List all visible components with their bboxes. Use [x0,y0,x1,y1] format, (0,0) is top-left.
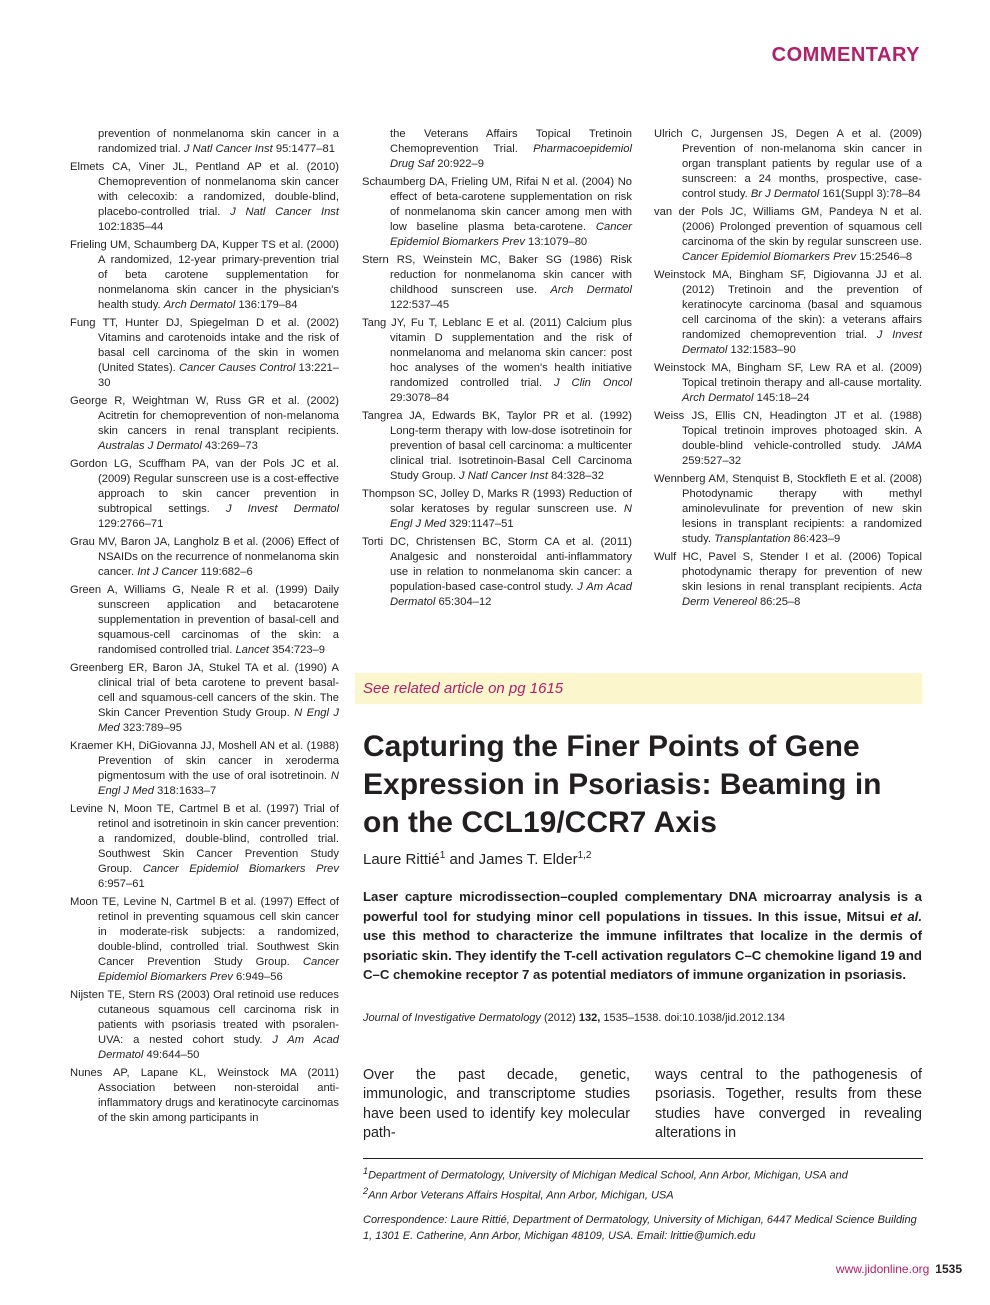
ref-authors: Greenberg ER, Baron JA, Stukel TA et al. (1990) [70,662,327,674]
ref-authors: Wennberg AM, Stenquist B, Stockfleth E et al. (2008) [654,473,922,485]
ref-journal: Cancer Epidemiol Biomarkers Prev [142,863,340,875]
ref-authors: van der Pols JC, Williams GM, Pandeya N et al. (2006) [654,206,922,233]
reference-entry [70,739,339,799]
ref-journal: J Invest Dermatol [682,329,922,356]
author-affiliation: 1,2 [577,850,592,861]
ref-journal: Arch Dermatol [682,392,754,404]
ref-cite: 65:304–12 [438,596,492,608]
correspondence: Correspondence: Laure Rittié, Department of Dermatology, University of Michigan, 6447 Medical Science Building 1, 1301 E. Catherine, Ann Arbor, Michigan 48109, USA. Email: lrittie@umich.edu [363,1214,917,1242]
ref-title: Prevention of non-melanoma skin cancer in organ transplant patients by regular use of a sunscreen: a 24 months, prospective, case-control study. [682,143,922,200]
ref-authors: Fung TT, Hunter DJ, Spiegelman D et al. (2002) [70,317,339,329]
reference-entry [70,661,339,736]
ref-title: Association between non-steroidal anti-inflammatory drugs and keratinocyte carcinomas of the skin among participants in [98,1082,339,1124]
ref-journal: Arch Dermatol [550,284,632,296]
ref-cite: 318:1633–7 [157,785,217,797]
ref-title: Effect of retinol in preventing squamous cell skin cancer in moderate-risk subjects: a randomized, double-blind, controlled trial. Southwest Skin Cancer Prevention Study Group. [98,896,340,968]
reference-entry [654,409,922,469]
ref-cite: 86:423–9 [793,533,841,545]
reference-entry [70,160,339,235]
ref-journal: N Engl J Med [98,707,340,734]
ref-journal: Cancer Epidemiol Biomarkers Prev [682,251,857,263]
ref-authors: Ulrich C, Jurgensen JS, Degen A et al. (2009) [654,128,922,140]
ref-authors: Kraemer KH, DiGiovanna JJ, Moshell AN et al. (1988) [70,740,339,752]
ref-title: Calcium plus vitamin D supplementation and the risk of nonmelanoma and melanoma skin cancer: post hoc analyses of the women's health initiative randomized controlled trial. [390,317,633,389]
reference-entry [654,472,922,547]
reference-entry [362,535,632,610]
article-title: Capturing the Finer Points of Gene Expression in Psoriasis: Beaming in on the CCL19/CCR7 Axis [363,730,882,839]
reference-entry [70,583,339,658]
ref-journal: Australas J Dermatol [98,440,202,452]
ref-journal: Pharmacoepidemiol Drug Saf [390,143,632,170]
ref-title: the Veterans Affairs Topical Tretinoin Chemoprevention Trial. [390,128,632,155]
ref-journal: Cancer Epidemiol Biomarkers Prev [98,956,339,983]
ref-title: Topical tretinoin improves photoaged skin. A double-blind vehicle-controlled study. [682,425,922,452]
article-authors [363,850,592,868]
ref-cite: 13:221–30 [98,362,339,389]
ref-journal: N Engl J Med [390,503,633,530]
ref-authors: Weinstock MA, Bingham SF, Digiovanna JJ et al. (2012) [654,269,922,296]
author-name: Laure Rittié [363,851,440,868]
ref-cite: 6:949–56 [236,971,283,983]
ref-journal: Cancer Causes Control [178,362,296,374]
ref-cite: 329:1147–51 [449,518,514,530]
ref-authors: Torti DC, Christensen BC, Storm CA et al. (2011) [362,536,632,548]
ref-journal: J Invest Dermatol [225,503,340,515]
body-text-column-1: Over the past decade, genetic, immunologic, and transcriptome studies have been used to identify key molecular path- [363,1067,630,1141]
reference-entry [70,127,339,157]
ref-cite: 119:682–6 [200,566,253,578]
abstract-text: use this method to characterize the immune infiltrates that localize in the dermis of psoriatic skin. They identify the T-cell activation regulators C–C chemokine ligand 19 and C–C chemokine receptor 7 as potential mediators of immune organization in psoriasis. [363,928,922,982]
ref-authors: Weiss JS, Ellis CN, Headington JT et al. (1988) [654,410,922,422]
ref-cite: 15:2546–8 [859,251,913,263]
ref-authors: Tang JY, Fu T, Leblanc E et al. (2011) [362,317,562,329]
ref-authors: Wulf HC, Pavel S, Stender I et al. (2006) [654,551,881,563]
ref-journal: Lancet [235,644,270,656]
ref-title: Prolonged prevention of squamous cell carcinoma of the skin by regular sunscreen use. [682,221,923,248]
ref-title: A clinical trial of beta carotene to prevent basal-cell and squamous-cell cancers of the skin. The Skin Cancer Prevention Study Group. [98,662,339,719]
affiliation-1: $^1$Department of Dermatology, University of Michigan Medical School, Ann Arbor, Michigan, USA and [363,1166,848,1182]
article-abstract [363,887,922,985]
ref-authors: Frieling UM, Schaumberg DA, Kupper TS et al. (2000) [70,239,339,251]
ref-title: Vitamins and carotenoids intake and the risk of basal cell carcinoma of the skin in women (United States). [98,332,339,374]
reference-entry [70,1066,339,1126]
reference-entry [362,127,632,172]
author-name: James T. Elder [478,851,578,868]
reference-entry [70,802,339,892]
ref-title: Long-term therapy with low-dose isotretinoin for prevention of basal cell carcinoma: a multicenter clinical trial. Isotretinoin-Basal Cell Carcinoma Study Group. [390,425,632,482]
ref-authors: Tangrea JA, Edwards BK, Taylor PR et al. (1992) [362,410,632,422]
reference-entry [70,457,339,532]
ref-cite: 49:644–50 [146,1049,200,1061]
ref-cite: 129:2766–71 [98,518,164,530]
reference-entry [70,316,339,391]
ref-authors: Elmets CA, Viner JL, Pentland AP et al. (2010) [70,161,339,173]
ref-cite: 86:25–8 [759,596,801,608]
ref-authors: Weinstock MA, Bingham SF, Lew RA et al. (2009) [654,362,922,374]
ref-authors: Grau MV, Baron JA, Langholz B et al. (2006) [70,536,295,548]
ref-title: No effect of beta-carotene supplementation on risk of nonmelanoma skin cancer among men with low baseline plasma beta-carotene. [390,176,632,233]
body-text-column-2: ways central to the pathogenesis of psoriasis. Together, results from these studies have converged in revealing alterations in [655,1067,922,1141]
citation-volume: 132, [578,1012,601,1024]
ref-title: Regular sunscreen use is a cost-effective approach to skin cancer prevention in subtropical settings. [98,473,339,515]
ref-journal: Acta Derm Venereol [682,581,923,608]
citation-year: (2012) [544,1012,576,1024]
footnotes [363,1158,923,1244]
journal-url[interactable]: www.jidonline.org [835,1262,930,1276]
ref-title: Trial of retinol and isotretinoin in skin cancer prevention: a randomized, double-blind, controlled trial. Southwest Skin Cancer Prevention Study Group. [98,803,340,875]
ref-title: Daily sunscreen application and betacarotene supplementation in prevention of basal-cell and squamous-cell carcinomas of the skin: a randomised controlled trial. [98,584,340,656]
reference-entry [654,205,922,265]
ref-title: Acitretin for chemoprevention of non-melanoma skin cancers in renal transplant recipients. [98,410,339,437]
ref-journal: J Clin Oncol [553,377,632,389]
ref-title: prevention of nonmelanoma skin cancer in a randomized trial. [98,128,339,155]
ref-journal: J Natl Cancer Inst [459,470,548,482]
references-column-3 [654,127,922,613]
ref-cite: 84:328–32 [551,470,604,482]
affiliation-2: $^2$Ann Arbor Veterans Affairs Hospital, Ann Arbor, Michigan, USA [363,1186,674,1202]
ref-authors: Nunes AP, Lapane KL, Weinstock MA (2011) [70,1067,339,1079]
citation-pages-doi: 1535–1538. doi:10.1038/jid.2012.134 [603,1012,786,1024]
ref-journal: Cancer Epidemiol Biomarkers Prev [390,221,632,248]
ref-cite: 102:1835–44 [98,221,164,233]
ref-title: Oral retinoid use reduces cutaneous squamous cell carcinoma risk in patients with psoriasis treated with psoralen-UVA: a nested cohort study. [98,989,339,1046]
ref-cite: 6:957–61 [98,878,145,890]
ref-journal: J Am Acad Dermatol [390,581,633,608]
ref-cite: 323:789–95 [122,722,182,734]
ref-cite: 95:1477–81 [275,143,335,155]
ref-title: Analgesic and nonsteroidal anti-inflammatory use in relation to nonmelanoma skin cancer: a population-based case-control study. [390,551,632,593]
ref-journal: Br J Dermatol [750,188,820,200]
ref-journal: J Am Acad Dermatol [98,1034,339,1061]
reference-entry [70,988,339,1063]
ref-authors: Stern RS, Weinstein MC, Baker SG (1986) [362,254,603,266]
article-citation [363,1012,923,1024]
ref-authors: Levine N, Moon TE, Cartmel B et al. (1997) [70,803,299,815]
ref-cite: 13:1079–80 [528,236,588,248]
ref-journal: Transplantation [714,533,791,545]
reference-entry [654,268,922,358]
ref-authors: Nijsten TE, Stern RS (2003) [70,989,210,1001]
ref-cite: 136:179–84 [238,299,298,311]
reference-entry [362,253,632,313]
ref-title: Tretinoin and the prevention of keratinocyte carcinoma (basal and squamous cell carcinoma of the skin): a veterans affairs randomized chemoprevention trial. [682,284,922,341]
ref-authors: Schaumberg DA, Frieling UM, Rifai N et al. (2004) [362,176,615,188]
ref-title: Risk reduction for nonmelanoma skin cancer with childhood sunscreen use. [390,254,633,296]
ref-cite: 259:527–32 [682,455,742,467]
abstract-text: Laser capture microdissection–coupled complementary DNA microarray analysis is a powerful tool for studying minor cell populations in tissues. In this issue, Mitsui [363,889,922,924]
ref-title: Photodynamic therapy with methyl aminolevulinate for prevention of new skin lesions in transplant recipients: a randomized study. [682,488,922,545]
ref-title: Effect of NSAIDs on the recurrence of nonmelanoma skin cancer. [98,536,339,578]
ref-cite: 20:922–9 [437,158,484,170]
ref-journal: J Natl Cancer Inst [183,143,273,155]
ref-cite: 43:269–73 [204,440,258,452]
ref-cite: 161(Suppl 3):78–84 [822,188,921,200]
ref-cite: 122:537–45 [390,299,450,311]
section-header: COMMENTARY [771,44,920,66]
ref-title: Prevention of skin cancer in xeroderma pigmentosum with the use of oral isotretinoin. [98,755,339,782]
reference-entry [70,238,339,313]
ref-journal: JAMA [892,440,923,452]
ref-cite: 354:723–9 [272,644,326,656]
ref-journal: N Engl J Med [98,770,339,797]
page-number: 1535 [935,1262,962,1276]
author-conjunction: and [449,851,475,868]
ref-authors: Moon TE, Levine N, Cartmel B et al. (1997) [70,896,293,908]
reference-entry [654,127,922,202]
ref-title: Reduction of solar keratoses by regular sunscreen use. [390,488,632,515]
ref-journal: J Natl Cancer Inst [230,206,339,218]
ref-journal: Arch Dermatol [163,299,236,311]
author-affiliation: 1 [439,850,446,861]
ref-title: Topical photodynamic therapy for prevention of new skin lesions in renal transplant recipients. [682,551,923,593]
ref-title: A randomized, 12-year primary-prevention trial of beta carotene supplementation for nonmelanoma skin cancer in the physician's health study. [98,254,339,311]
abstract-etal: et al. [890,908,922,924]
ref-cite: 145:18–24 [756,392,810,404]
reference-entry [362,487,632,532]
ref-authors: Thompson SC, Jolley D, Marks R (1993) [362,488,566,500]
ref-title: Chemoprevention of nonmelanoma skin cancer with celecoxib: a randomized, double-blind, placebo-controlled trial. [98,176,339,218]
ref-cite: 132:1583–90 [730,344,796,356]
ref-authors: Green A, Williams G, Neale R et al. (1999) [70,584,308,596]
ref-authors: Gordon LG, Scuffham PA, van der Pols JC et al. (2009) [70,458,339,485]
related-article-link[interactable]: See related article on pg 1615 [355,673,922,704]
references-column-2 [362,127,632,613]
reference-entry [362,175,632,250]
reference-entry [362,409,632,484]
page-footer [836,1262,962,1276]
citation-journal: Journal of Investigative Dermatology [363,1012,541,1024]
reference-entry [362,316,632,406]
reference-entry [70,895,339,985]
reference-entry [654,361,922,406]
references-column-1 [70,127,339,1129]
ref-authors: George R, Weightman W, Russ GR et al. (2002) [70,395,339,407]
reference-entry [70,535,339,580]
ref-cite: 29:3078–84 [390,392,450,404]
reference-entry [70,394,339,454]
ref-title: Topical tretinoin therapy and all-cause mortality. [682,377,922,389]
reference-entry [654,550,922,610]
ref-journal: Int J Cancer [137,566,198,578]
